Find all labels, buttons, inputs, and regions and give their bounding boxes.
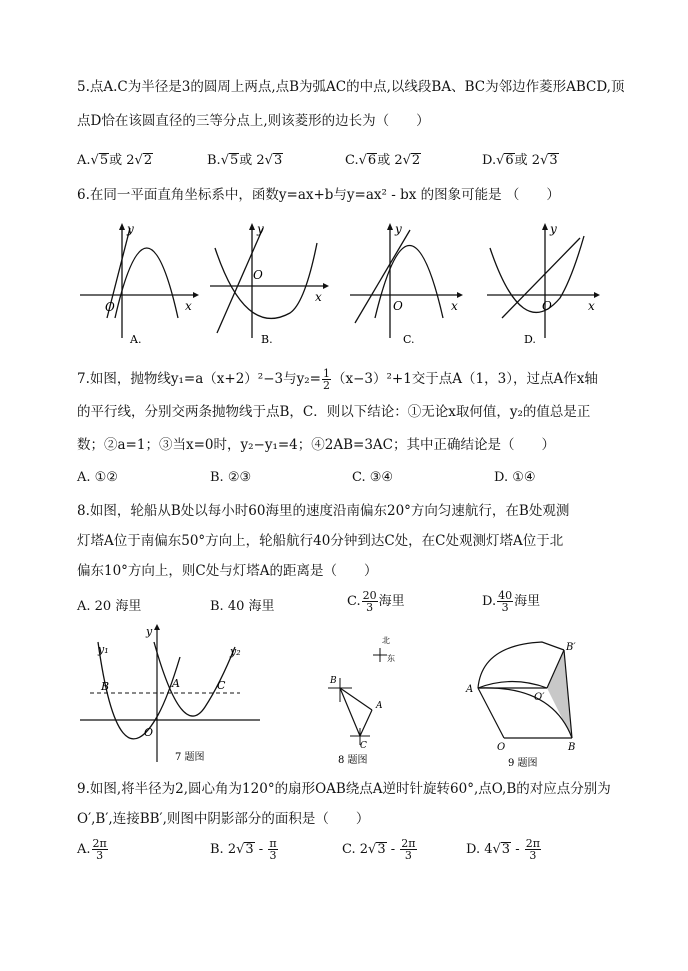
- q9-option-a[interactable]: A. $\frac{2\pi}{3}$: [77, 837, 107, 862]
- fig8-north-label: 北: [382, 636, 390, 645]
- q5-option-a[interactable]: A.√5或 2√2: [77, 153, 153, 168]
- svg-text:x: x: [588, 299, 595, 313]
- svg-text:O: O: [253, 268, 263, 282]
- svg-text:B: B: [330, 676, 337, 686]
- graph-label-b: B.: [261, 333, 273, 346]
- q9-line2: O′,B′,连接BB′,则图中阴影部分的面积是（ ）: [77, 811, 370, 827]
- svg-text:x: x: [451, 299, 458, 313]
- svg-text:C: C: [217, 679, 226, 692]
- q8-option-c[interactable]: C. $\frac{20}{3}$ 海里: [347, 589, 405, 614]
- fig9-caption: 9 题图: [508, 758, 538, 769]
- svg-text:O: O: [497, 742, 506, 753]
- q5-option-b[interactable]: B.√5或 2√3: [207, 153, 283, 168]
- q7-option-c[interactable]: C. ③④: [352, 470, 394, 485]
- q8-option-b[interactable]: B. 40 海里: [210, 599, 275, 614]
- svg-text:O: O: [393, 299, 403, 313]
- q8-line3: 偏东10°方向上，则C处与灯塔A的距离是（ ）: [77, 563, 378, 579]
- q6-graph-c: [345, 218, 475, 348]
- svg-text:C: C: [360, 741, 367, 751]
- q5-line2: 点D恰在该圆直径的三等分点上,则该菱形的边长为（ ）: [77, 113, 430, 129]
- graph-label-c: C.: [403, 333, 415, 346]
- q8-line2: 灯塔A位于南偏东50°方向上，轮船航行40分钟到达C处，在C处观测灯塔A位于北: [77, 533, 564, 549]
- q6-graph-a: [75, 218, 205, 348]
- q8-option-a[interactable]: A. 20 海里: [77, 599, 142, 614]
- figure-8: [320, 630, 430, 770]
- q7-line1: 7.如图，抛物线y₁=a（x+2）²−3与y₂= $\frac{1}{2}$ （x−3）²+1交于点A（1，3），过点A作x轴: [77, 367, 598, 392]
- svg-text:B′: B′: [566, 642, 576, 653]
- fig7-y1-label: y₁: [98, 643, 109, 656]
- svg-text:y: y: [395, 222, 402, 236]
- q8-option-d[interactable]: D. $\frac{40}{3}$ 海里: [482, 589, 541, 614]
- q7-option-d[interactable]: D. ①④: [494, 470, 536, 485]
- svg-text:y: y: [257, 222, 264, 236]
- svg-text:y: y: [146, 625, 153, 638]
- q9-option-d[interactable]: D. 4√3 - $\frac{2\pi}{3}$: [466, 837, 540, 862]
- svg-text:A: A: [466, 684, 474, 695]
- svg-text:O′: O′: [534, 692, 545, 703]
- q6-graph-b: [205, 218, 340, 348]
- q7-option-b[interactable]: B. ②③: [210, 470, 252, 485]
- q7-fraction: $\frac{1}{2}$: [322, 367, 330, 392]
- q6-graph-d: [482, 218, 612, 348]
- q7-line3: 数；②a=1；③当x=0时，y₂−y₁=4；④2AB=3AC；其中正确结论是（ ）: [77, 437, 555, 453]
- svg-text:B: B: [101, 680, 110, 693]
- q5-option-c[interactable]: C.√6或 2√2: [345, 153, 421, 168]
- q6-stem: 6.在同一平面直角坐标系中，函数y=ax+b与y=ax² - bx 的图象可能是 （ ）: [77, 187, 560, 203]
- fig7-y2-label: y₂: [230, 645, 241, 658]
- svg-text:B: B: [568, 742, 576, 753]
- svg-text:A: A: [376, 701, 383, 711]
- origin-label: O: [105, 300, 115, 314]
- axis-x-label: x: [185, 299, 192, 313]
- svg-text:x: x: [315, 290, 322, 304]
- q9-option-b[interactable]: B. 2√3 - $\frac{\pi}{3}$: [210, 837, 277, 862]
- svg-text:y: y: [550, 222, 557, 236]
- q5-option-d[interactable]: D.√6或 2√3: [482, 153, 558, 168]
- q5-line1: 5.点A.C为半径是3的圆周上两点,点B为弧AC的中点,以线段BA、BC为邻边作菱形ABCD,顶: [77, 79, 625, 95]
- svg-text:O: O: [542, 299, 552, 313]
- graph-label-a: A.: [130, 333, 142, 346]
- svg-text:A: A: [172, 677, 180, 690]
- fig8-east-label: 东: [387, 654, 395, 663]
- figure-7: [80, 622, 265, 767]
- fig7-caption: 7 题图: [175, 752, 205, 763]
- fig8-caption: 8 题图: [338, 755, 368, 766]
- q7-line2: 的平行线，分别交两条抛物线于点B，C．则以下结论：①无论x取何值，y₂的值总是正: [77, 404, 591, 420]
- q7-option-a[interactable]: A. ①②: [77, 470, 118, 485]
- axis-y-label: y: [127, 222, 134, 236]
- graph-label-d: D.: [524, 333, 536, 346]
- q9-line1: 9.如图,将半径为2,圆心角为120°的扇形OAB绕点A逆时针旋转60°,点O,B的对应点分别为: [77, 781, 611, 797]
- svg-text:O: O: [144, 726, 154, 739]
- q9-option-c[interactable]: C. 2√3 - $\frac{2\pi}{3}$: [342, 837, 416, 862]
- figure-9: [462, 630, 592, 770]
- q8-line1: 8.如图，轮船从B处以每小时60海里的速度沿南偏东20°方向匀速航行，在B处观测: [77, 503, 570, 519]
